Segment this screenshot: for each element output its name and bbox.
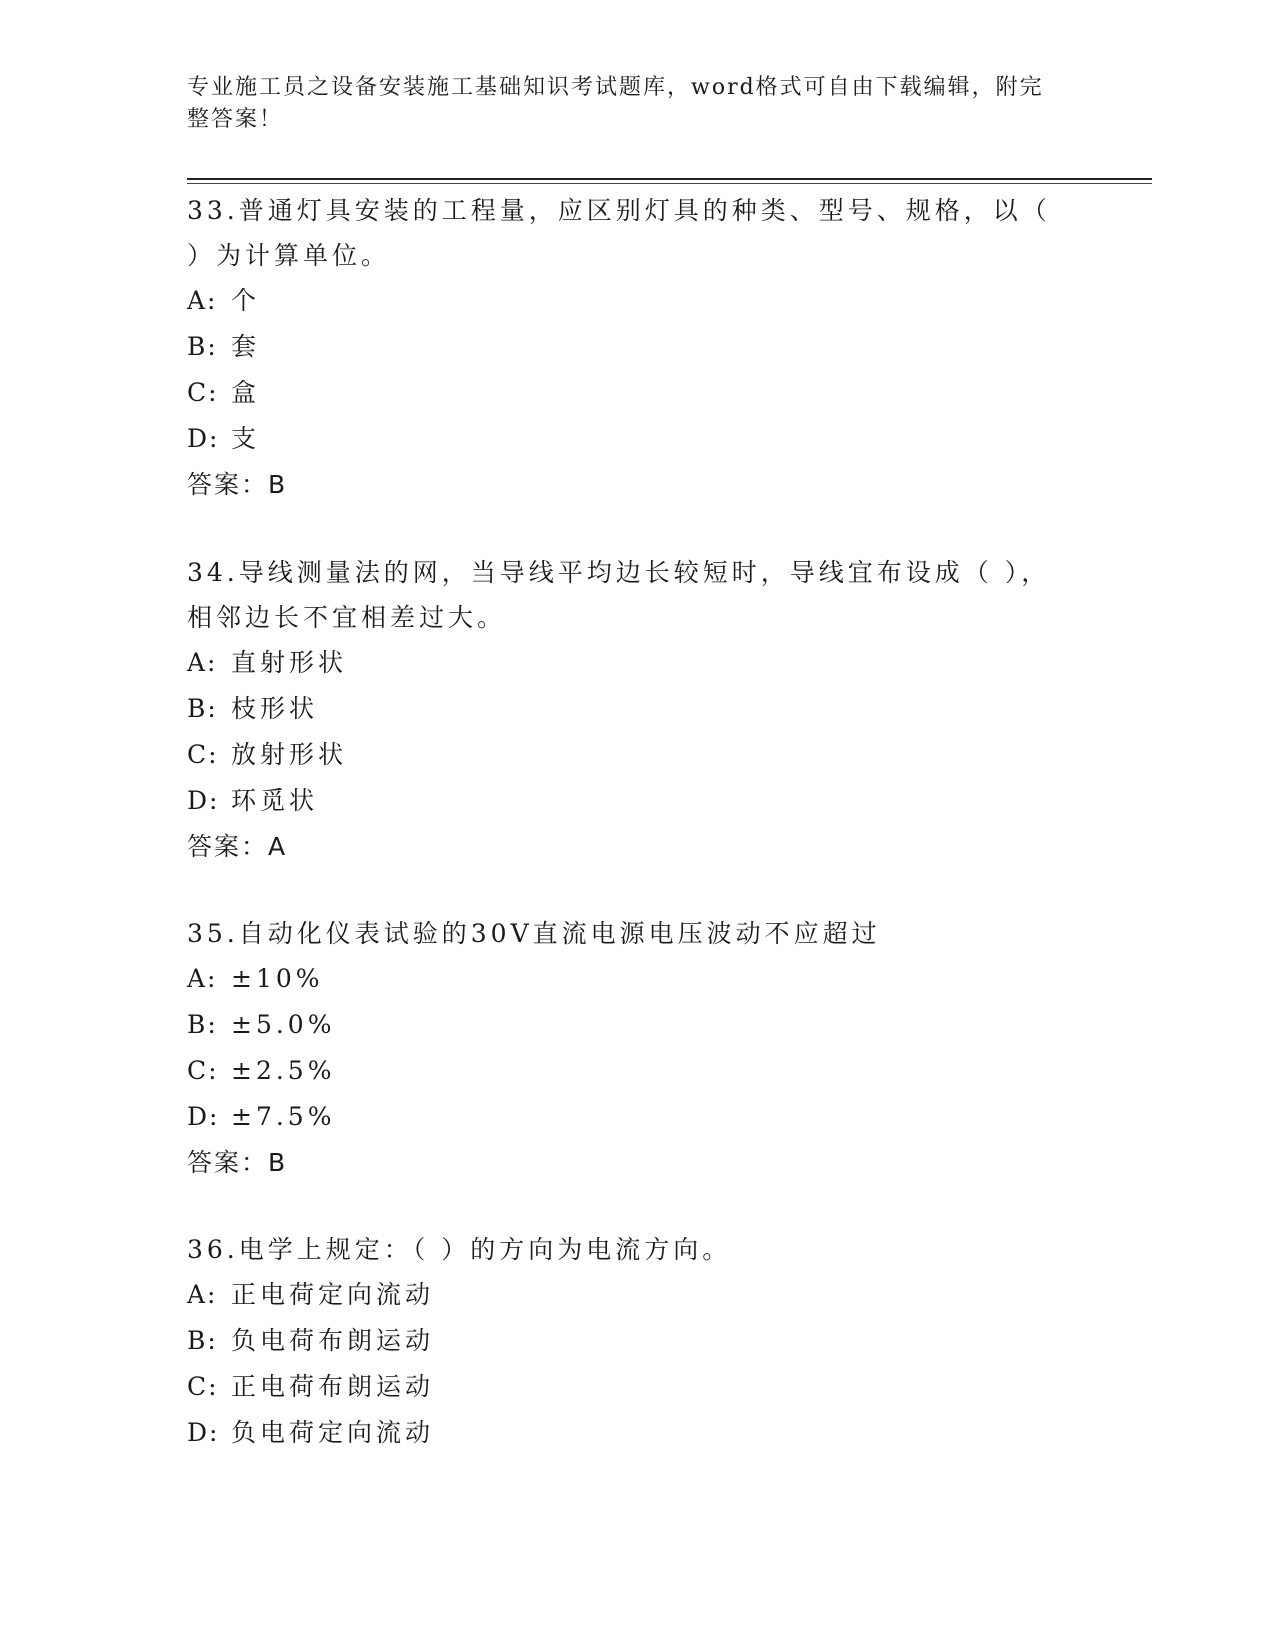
option-d <box>187 416 1067 462</box>
option-text: ±7.5% <box>231 1102 336 1131</box>
option-d <box>187 1094 1067 1140</box>
option-text: ±10% <box>231 964 324 993</box>
option-letter: A: <box>187 648 218 677</box>
option-letter: D: <box>187 424 220 453</box>
option-a <box>187 1272 1067 1318</box>
option-letter: C: <box>187 378 219 407</box>
option-b <box>187 1002 1067 1048</box>
option-letter: D: <box>187 1418 220 1447</box>
option-letter: B: <box>187 1326 218 1355</box>
option-text: 盒 <box>231 378 261 407</box>
question-stem: 36.电学上规定：（ ）的方向为电流方向。 <box>187 1235 732 1264</box>
option-a <box>187 640 1067 686</box>
option-c <box>187 370 1067 416</box>
option-c <box>187 1048 1067 1094</box>
header-divider-thin <box>187 183 1152 184</box>
option-a <box>187 278 1067 324</box>
question-stem: 34.导线测量法的网，当导线平均边长较短时，导线宜布设成（ ），相邻边长不宜相差过大。 <box>187 558 1051 632</box>
option-b <box>187 324 1067 370</box>
option-text: 正电荷定向流动 <box>231 1280 435 1309</box>
option-a <box>187 956 1067 1002</box>
question-34 <box>187 550 1067 870</box>
option-letter: B: <box>187 332 218 361</box>
document-header: 专业施工员之设备安装施工基础知识考试题库，word格式可自由下载编辑，附完整答案！ <box>187 75 1044 132</box>
option-letter: D: <box>187 786 220 815</box>
option-d <box>187 778 1067 824</box>
option-text: 个 <box>231 286 261 315</box>
answer: 答案：A <box>187 832 288 861</box>
option-c <box>187 1364 1067 1410</box>
option-text: 支 <box>231 424 261 453</box>
option-letter: A: <box>187 964 218 993</box>
answer: 答案：B <box>187 1148 288 1177</box>
option-text: ±2.5% <box>231 1056 336 1085</box>
question-stem: 33.普通灯具安装的工程量，应区别灯具的种类、型号、规格，以（ ）为计算单位。 <box>187 196 1051 270</box>
option-letter: B: <box>187 1010 218 1039</box>
option-letter: C: <box>187 740 219 769</box>
option-text: 直射形状 <box>231 648 348 677</box>
option-letter: C: <box>187 1372 219 1401</box>
option-b <box>187 1318 1067 1364</box>
option-text: 负电荷布朗运动 <box>231 1326 435 1355</box>
option-text: 枝形状 <box>231 694 319 723</box>
option-d <box>187 1410 1067 1456</box>
option-letter: B: <box>187 694 218 723</box>
option-letter: A: <box>187 1280 218 1309</box>
option-letter: A: <box>187 286 218 315</box>
header-divider-thick <box>187 178 1152 180</box>
option-text: 正电荷布朗运动 <box>231 1372 435 1401</box>
question-36 <box>187 1227 1067 1456</box>
question-33 <box>187 188 1067 508</box>
option-text: 放射形状 <box>231 740 348 769</box>
option-text: 套 <box>231 332 261 361</box>
option-text: ±5.0% <box>231 1010 336 1039</box>
option-c <box>187 732 1067 778</box>
answer: 答案：B <box>187 470 288 499</box>
option-letter: C: <box>187 1056 219 1085</box>
option-text: 负电荷定向流动 <box>231 1418 435 1447</box>
option-text: 环觅状 <box>231 786 319 815</box>
question-stem: 35.自动化仪表试验的30V直流电源电压波动不应超过 <box>187 919 881 948</box>
option-letter: D: <box>187 1102 220 1131</box>
question-35 <box>187 911 1067 1186</box>
option-b <box>187 686 1067 732</box>
